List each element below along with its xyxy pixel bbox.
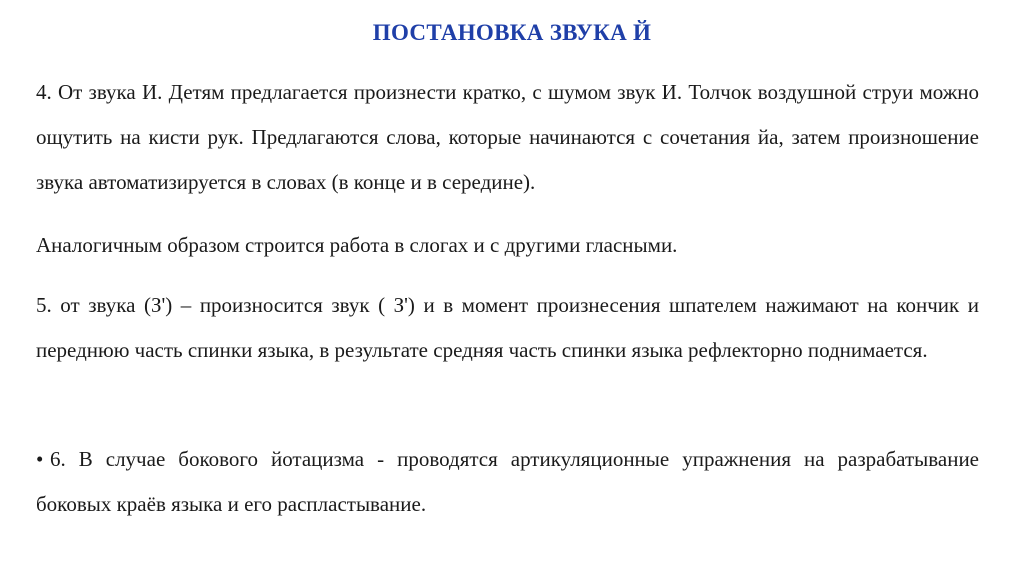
- paragraph-lateral-iotacism: [36, 437, 979, 527]
- page-title: ПОСТАНОВКА ЗВУКА Й: [372, 20, 652, 45]
- paragraph-from-sound-z: 5. от звука (З') – произносится звук ( З') и в момент произнесения шпателем нажимают на кончик и переднюю часть спинки языка, в результате средняя часть спинки языка рефлекторно поднимается.: [36, 293, 979, 362]
- paragraph-from-sound-i: 4. От звука И. Детям предлагается произнести кратко, с шумом звук И. Толчок воздушной струи можно ощутить на кисти рук. Предлагаются слова, которые начинаются с сочетания йа, затем произношение звука автоматизируется в словах (в конце и в середине).: [36, 80, 979, 194]
- bullet-point: •: [36, 447, 44, 471]
- paragraph-analogous-work: Аналогичным образом строится работа в слогах и с другими гласными.: [36, 233, 678, 257]
- paragraph-lateral-iotacism-text: 6. В случае бокового йотацизма - проводятся артикуляционные упражнения на разрабатывание боковых краёв языка и его распластывание.: [36, 447, 979, 516]
